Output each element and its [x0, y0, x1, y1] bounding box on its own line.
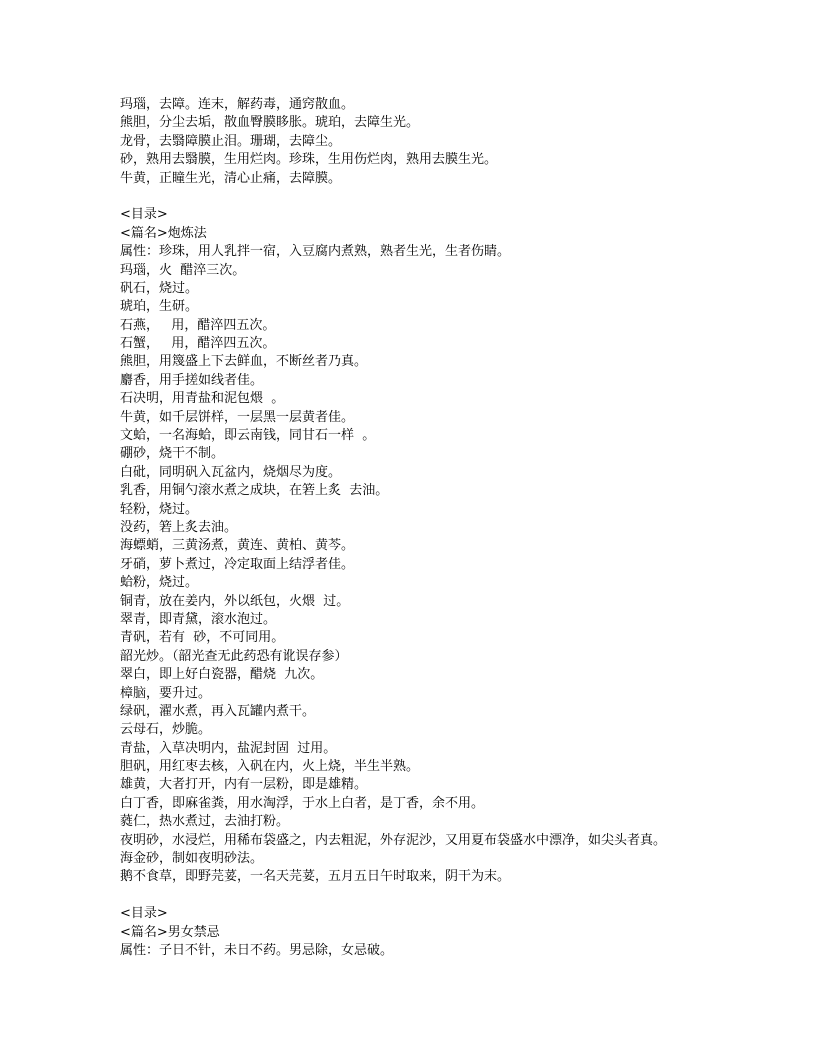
section-processing-methods	[120, 206, 740, 886]
text-line: 玛瑙，火 醋淬三次。	[120, 262, 246, 278]
chapter-title: <篇名>男女禁忌	[120, 924, 220, 940]
spacer	[120, 887, 740, 905]
text-line: 砂，熟用去翳膜，生用烂肉。珍珠，生用伤烂肉，熟用去膜生光。	[120, 152, 498, 168]
text-line: 胆矾，用红枣去核，入矾在内，火上烧，半生半熟。	[120, 759, 420, 775]
text-line: 雄黄，大者打开，内有一层粉，即是雄精。	[120, 777, 368, 793]
toc-marker: <目录>	[120, 207, 168, 223]
text-line: 鹅不食草，即野芫荽，一名天芫荽，五月五日午时取来，阴干为末。	[120, 869, 511, 885]
text-line: 蛤粉，烧过。	[120, 575, 199, 591]
text-line: 青盐，入草决明内，盐泥封固 过用。	[120, 740, 337, 756]
document-page	[120, 96, 740, 960]
spacer	[120, 188, 740, 206]
text-line: 熊胆，分尘去垢，散血臀膜眵胀。琥珀，去障生光。	[120, 115, 420, 131]
text-line: 韶光炒。（韶光查无此药恐有讹误存参）	[120, 648, 348, 664]
text-line: 硼砂，烧干不制。	[120, 446, 225, 462]
text-line: 属性：子日不针，未日不药。男忌除，女忌破。	[120, 942, 394, 958]
text-line: 铜青，放在姜内，外以纸包，火煨 过。	[120, 593, 350, 609]
text-line: 石决明，用青盐和泥包煨 。	[120, 391, 285, 407]
text-line: 石蟹， 用，醋淬四五次。	[120, 336, 276, 352]
text-line: 乳香，用铜勺滚水煮之成块，在箬上炙 去油。	[120, 483, 389, 499]
text-line: 绿矾，濯水煮，再入瓦罐内煮干。	[120, 703, 316, 719]
text-line: 翠青，即青黛，滚水泡过。	[120, 611, 277, 627]
text-line: 矾石，烧过。	[120, 280, 199, 296]
text-line: 翠白，即上好白瓷器，醋烧 九次。	[120, 667, 324, 683]
text-line: 牛黄，正瞳生光，清心止痛，去障膜。	[120, 170, 342, 186]
chapter-title: <篇名>炮炼法	[120, 225, 207, 241]
section-gender-taboos	[120, 905, 740, 960]
text-line: 樟脑，要升过。	[120, 685, 212, 701]
text-line: 蕤仁，热水煮过，去油打粉。	[120, 814, 290, 830]
text-line: 玛瑙，去障。连末，解药毒，通窍散血。	[120, 97, 355, 112]
text-line: 熊胆，用篾盛上下去鲜血，不断丝者乃真。	[120, 354, 368, 370]
text-line: 琥珀，生研。	[120, 299, 199, 315]
text-line: 轻粉，烧过。	[120, 501, 199, 517]
text-line: 文蛤，一名海蛤，即云南钱，同甘石一样 。	[120, 428, 376, 444]
text-line: 牛黄，如千层饼样，一层黑一层黄者佳。	[120, 409, 355, 425]
section-eye-medicines	[120, 96, 740, 188]
text-line: 石燕， 用，醋淬四五次。	[120, 317, 276, 333]
text-line: 没药，箬上炙去油。	[120, 519, 238, 535]
text-line: 白砒，同明矾入瓦盆内，烧烟尽为度。	[120, 464, 342, 480]
text-line: 白丁香，即麻雀粪，用水淘浮，于水上白者，是丁香，余不用。	[120, 795, 485, 811]
text-line: 云母石，炒脆。	[120, 722, 212, 738]
text-line: 夜明砂，水浸烂，用稀布袋盛之，内去粗泥，外存泥沙，又用夏布袋盛水中漂净，如尖头者真。	[120, 832, 667, 848]
toc-marker: <目录>	[120, 906, 168, 922]
text-line: 青矾，若有 砂，不可同用。	[120, 630, 285, 646]
text-line: 海金砂，制如夜明砂法。	[120, 851, 264, 867]
text-line: 牙硝，萝卜煮过，冷定取面上结浮者佳。	[120, 556, 355, 572]
text-line: 龙骨，去翳障膜止泪。珊瑚，去障尘。	[120, 133, 342, 149]
text-line: 麝香，用手搓如线者佳。	[120, 372, 264, 388]
text-line: 海螵蛸，三黄汤煮，黄连、黄柏、黄芩。	[120, 538, 355, 554]
text-line: 属性：珍珠，用人乳拌一宿，入豆腐内煮熟，熟者生光，生者伤睛。	[120, 244, 511, 260]
